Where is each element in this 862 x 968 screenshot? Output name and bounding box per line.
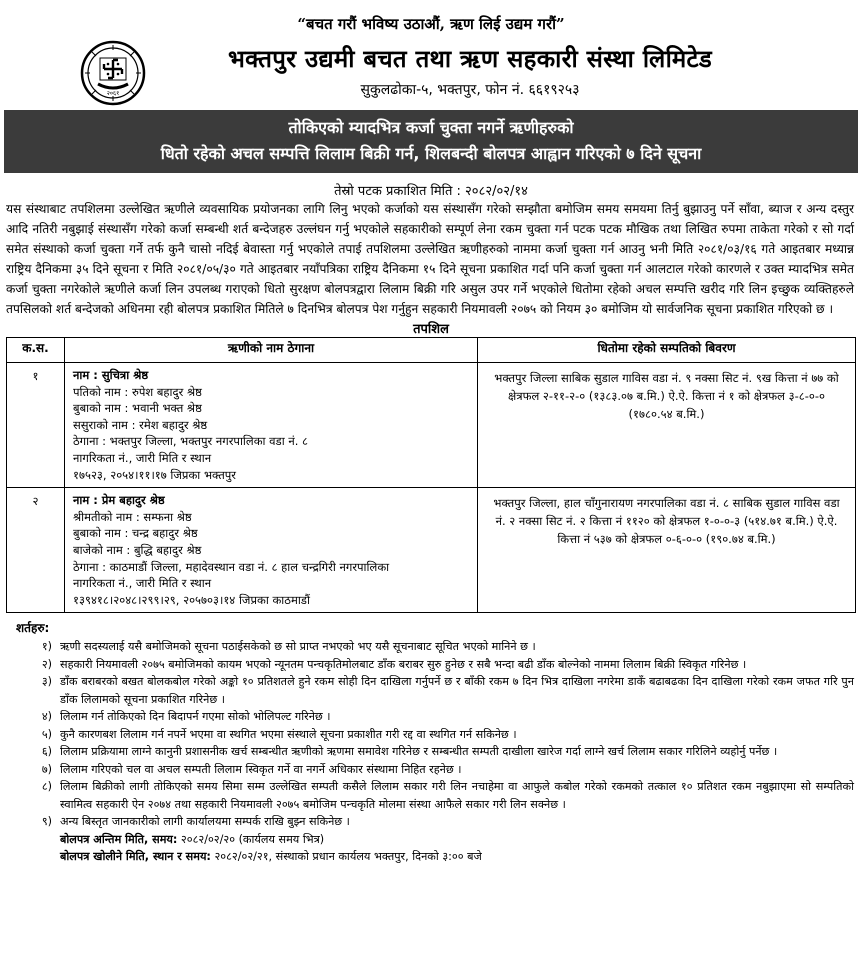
list-item: ८) लिलाम बिक्रीको लागी तोकिएको समय सिमा सम्म उल्लेखित सम्पती कसैले लिलाम सकार गरी लिन नचाहेमा वा आफुले कबोल गरेको रकमको तत्काल १० प्रतिशत रकम नबुझाएमा सो सम्पतिको स्वामित्व सहकारी ऐन २०७४ तथा सहकारी नियमावली २०७५ बमोजिम पन्चकृति मोलमा संस्था आफैले सकार गरी लिन सक्नेछ । <box>41 780 854 811</box>
bid-opening-label: बोलपत्र खोलीने मिति, स्थान र समय: <box>60 850 211 864</box>
borrower-details <box>65 363 478 488</box>
notice-banner <box>4 110 858 173</box>
organization-address: सुकुलढोका-५, भक्तपुर, फोन नं. ६६१९२५३ <box>360 82 580 98</box>
column-header-borrower: ऋणीको नाम ठेगाना <box>65 338 478 363</box>
bid-deadline-label: बोलपत्र अन्तिम मिति, समय: <box>60 832 178 846</box>
banner-line-2: धितो रहेको अचल सम्पत्ति लिलाम बिक्री गर्न, शिलबन्दी बोलपत्र आह्वान गरिएको ७ दिने सूचना <box>160 144 702 163</box>
column-header-property: धितोमा रहेको सम्पतिको बिवरण <box>478 338 856 363</box>
list-item: ३) डाँक बराबरको बखत बोलकबोल गरेको अङ्को १० प्रतिशतले हुने रकम सोही दिन दाखिला गर्नुपर्ने छ र बाँकी रकम ७ दिन भित्र दाखिला नगरेमा डाकँ बढाबढका दिन दाखिला गरेको रकम जफत गरि पुन डाँक लिलामको सूचना प्रकाशित गरिनेछ । <box>41 675 854 706</box>
borrower-detail-line: ठेगाना : भक्तपुर जिल्ला, भक्तपुर नगरपालिका वडा नं. ८ <box>73 434 309 449</box>
borrower-name: नाम : सुचित्रा श्रेष्ठ <box>73 368 149 382</box>
list-item: ७) लिलाम गरिएको चल वा अचल सम्पती लिलाम स्विकृत गर्ने वा नगर्ने अधिकार संस्थामा निहित रहनेछ । <box>41 762 462 776</box>
borrower-details <box>65 488 478 613</box>
borrower-table <box>6 337 856 613</box>
list-item: ५) कुनै कारणबश लिलाम गर्न नपर्ने भएमा वा स्थगित भएमा संस्थाले सूचना प्रकाशीत गरी रद्द वा स्थगित गर्न सकिनेछ । <box>41 727 517 741</box>
slogan: “बचत गरौं भविष्य उठाऔं, ऋण लिई उद्यम गरौं” <box>297 15 565 33</box>
bid-deadline <box>0 831 854 849</box>
table-header-row <box>7 338 856 363</box>
terms-heading: शर्तहरु: <box>16 621 50 636</box>
publication-date: तेस्रो पटक प्रकाशित मिति : २०८२/०२/१४ <box>334 184 528 199</box>
list-item: ४) लिलाम गर्न तोकिएको दिन बिदापर्न गएमा सोको भोलिपल्ट गरिनेछ । <box>41 710 331 724</box>
borrower-detail-line: ठेगाना : काठमाडौं जिल्ला, महादेवस्थान वडा नं. ८ हाल चन्द्रगिरी नगरपालिका <box>73 559 390 574</box>
borrower-detail-line: श्रीमतीको नाम : सम्फना श्रेष्ठ <box>73 509 192 524</box>
borrower-detail-line: बाजेको नाम : बुद्धि बहादुर श्रेष्ठ <box>73 542 202 557</box>
row-sn: १ <box>7 363 65 488</box>
borrower-detail-line: ससुराको नाम : रमेश बहादुर श्रेष्ठ <box>73 417 208 432</box>
row-sn: २ <box>7 488 65 613</box>
bid-deadline-value: २०८२/०२/२० (कार्यलय समय भित्र) <box>177 832 325 846</box>
borrower-detail-line: १३९४१८।२०४८।२९९।२९, २०५७०३।१४ जिप्रका काठमाडौं <box>73 592 310 607</box>
intro-paragraph: यस संस्थाबाट तपशिलमा उल्लेखित ऋणीले व्यवसायिक प्रयोजनका लागि लिनु भएको कर्जाको यस संस्थासँग गरेको सम्झौता बमोजिम समय समयमा तिर्नु बुझाउनु पर्ने साँवा, ब्याज र अन्य दस्तुर आदि नतिरी नबुझाई संस्थासँग गरेको कर्जा सम्बन्धी शर्त बन्देजहरु उल्लंघन गर्नु भएकोले सहकारीको सम्पूर्ण लेना रकम चुक्ता गर्न पटक पटक मौखिक तथा लिखित रुपमा ताकेता गरेको र सो गर्दा समेत संस्थाको कर्जा चुक्ता गर्ने तर्फ कुनै चासो नदिई बेवास्ता गर्नु भएकोले तपाई तपशिलमा उल्लेखित ऋणीहरुको नाममा कर्जा चुक्ता गर्न आउनु भनी मिति २०८१/०३/१६ गते आइतबार मध्यान्न राष्ट्रिय दैनिकमा ३५ दिने सूचना र मिति २०८१/०५/३० गते आइतबार नयाँपत्रिका राष्ट्रिय दैनिकमा १५ दिने सूचना प्रकाशित गर्दा पनि कर्जा चुक्ता गर्न आलटाल गरेको कारणले र उक्त म्यादभित्र समेत कर्जा चुक्ता नगरेकोले ऋणीले कर्जा लिन उपलब्ध गराएको धितो सुरक्षण बोलपत्रद्वारा लिलाम बिक्री गरि असुल उपर गर्ने भएकोले धितोमा रहेको अचल सम्पत्ति खरीद गरि लिन इच्छुक व्यक्तिहरुले तपसिलको शर्त बन्देजको अधिनमा रही बोलपत्र प्रकाशित मितिले ७ दिनभित्र बोलपत्र पेश गर्नुहुन सहकारी नियमावली २०७५ को नियम ३० बमोजिम यो सार्वजनिक सूचना प्रकाशित गरिएको छ । <box>6 202 854 316</box>
organization-name: भक्तपुर उद्यमी बचत तथा ऋण सहकारी संस्था लिमिटेड <box>227 44 713 73</box>
banner-line-1: तोकिएको म्यादभित्र कर्जा चुक्ता नगर्ने ऋणीहरुको <box>288 118 574 137</box>
list-item: १) ऋणी सदस्यलाई यसै बमोजिमको सूचना पठाईसकेको छ सो प्राप्त नभएको भए यसै सूचनाबाट सूचित भएको मानिने छ । <box>41 640 536 654</box>
logo-year: २०६१ <box>106 90 120 97</box>
borrower-detail-line: १७५२३, २०५४।११।१७ जिप्रका भक्तपुर <box>73 467 236 482</box>
table-row <box>7 488 856 613</box>
property-details: भक्तपुर जिल्ला, हाल चाँगुनारायण नगरपालिका वडा नं. ८ साबिक सुडाल गाविस वडा नं. २ नक्सा सिट नं. २ कित्ता नं ११२० को क्षेत्रफल १-०-०-३ (५१४.७१ ब.मि.) ऐ.ऐ. कित्ता नं ५३७ को क्षेत्रफल ०-६-०-० (१९०.७४ ब.मि.) <box>478 488 856 613</box>
terms-list <box>0 638 854 866</box>
borrower-detail-line: पतिको नाम : रुपेश बहादुर श्रेष्ठ <box>73 384 202 399</box>
list-item: २) सहकारी नियमावली २०७५ बमोजिमको कायम भएको न्यूनतम पन्चकृतिमोलबाट डाँक बराबर सुरु हुनेछ र सबै भन्दा बढी डाँक बोल्नेको नाममा लिलाम बिक्री स्विकृत गरिनेछ । <box>41 657 747 671</box>
borrower-detail-line: बुबाको नाम : चन्द्र बहादुर श्रेष्ठ <box>73 526 198 541</box>
bid-opening-value: २०८२/०२/२१, संस्थाको प्रधान कार्यलय भक्तपुर, दिनको ३:०० बजे <box>210 850 482 864</box>
borrower-detail-line: नागरिकता नं., जारी मिति र स्थान <box>73 576 212 591</box>
borrower-name: नाम : प्रेम बहादुर श्रेष्ठ <box>73 493 165 508</box>
property-details: भक्तपुर जिल्ला साबिक सुडाल गाविस वडा नं. ९ नक्सा सिट नं. ९ख कित्ता नं ७७ को क्षेत्रफल २-११-२-० (१३८३.०७ ब.मि.) ऐ.ऐ. कित्ता नं १ को क्षेत्रफल ३-८-०-० (१७८०.५४ ब.मि.) <box>478 363 856 488</box>
list-item: ९) अन्य बिस्तृत जानकारीको लागी कार्यालयमा सम्पर्क राखि बुझ्न सकिनेछ । <box>41 815 350 829</box>
org-header <box>0 38 862 110</box>
organization-logo-icon <box>80 40 146 106</box>
table-row <box>7 363 856 488</box>
borrower-detail-line: नागरिकता नं., जारी मिति र स्थान <box>73 450 212 465</box>
list-item: ६) लिलाम प्रक्रियामा लाग्ने कानुनी प्रशासनीक खर्च सम्बन्धीत ऋणीको ऋणमा समावेश गरिनेछ र सम्बन्धीत सम्पती दाखीला खारेज गर्दा लाग्ने खर्च लिलाम सकार गरिलिने व्यहोर्नु पर्नेछ । <box>41 745 778 759</box>
column-header-sn: क.स. <box>7 338 65 363</box>
borrower-detail-line: बुबाको नाम : भवानी भक्त श्रेष्ठ <box>73 401 202 416</box>
bid-opening <box>0 848 854 866</box>
tapsil-heading: तपशिल <box>413 322 449 337</box>
